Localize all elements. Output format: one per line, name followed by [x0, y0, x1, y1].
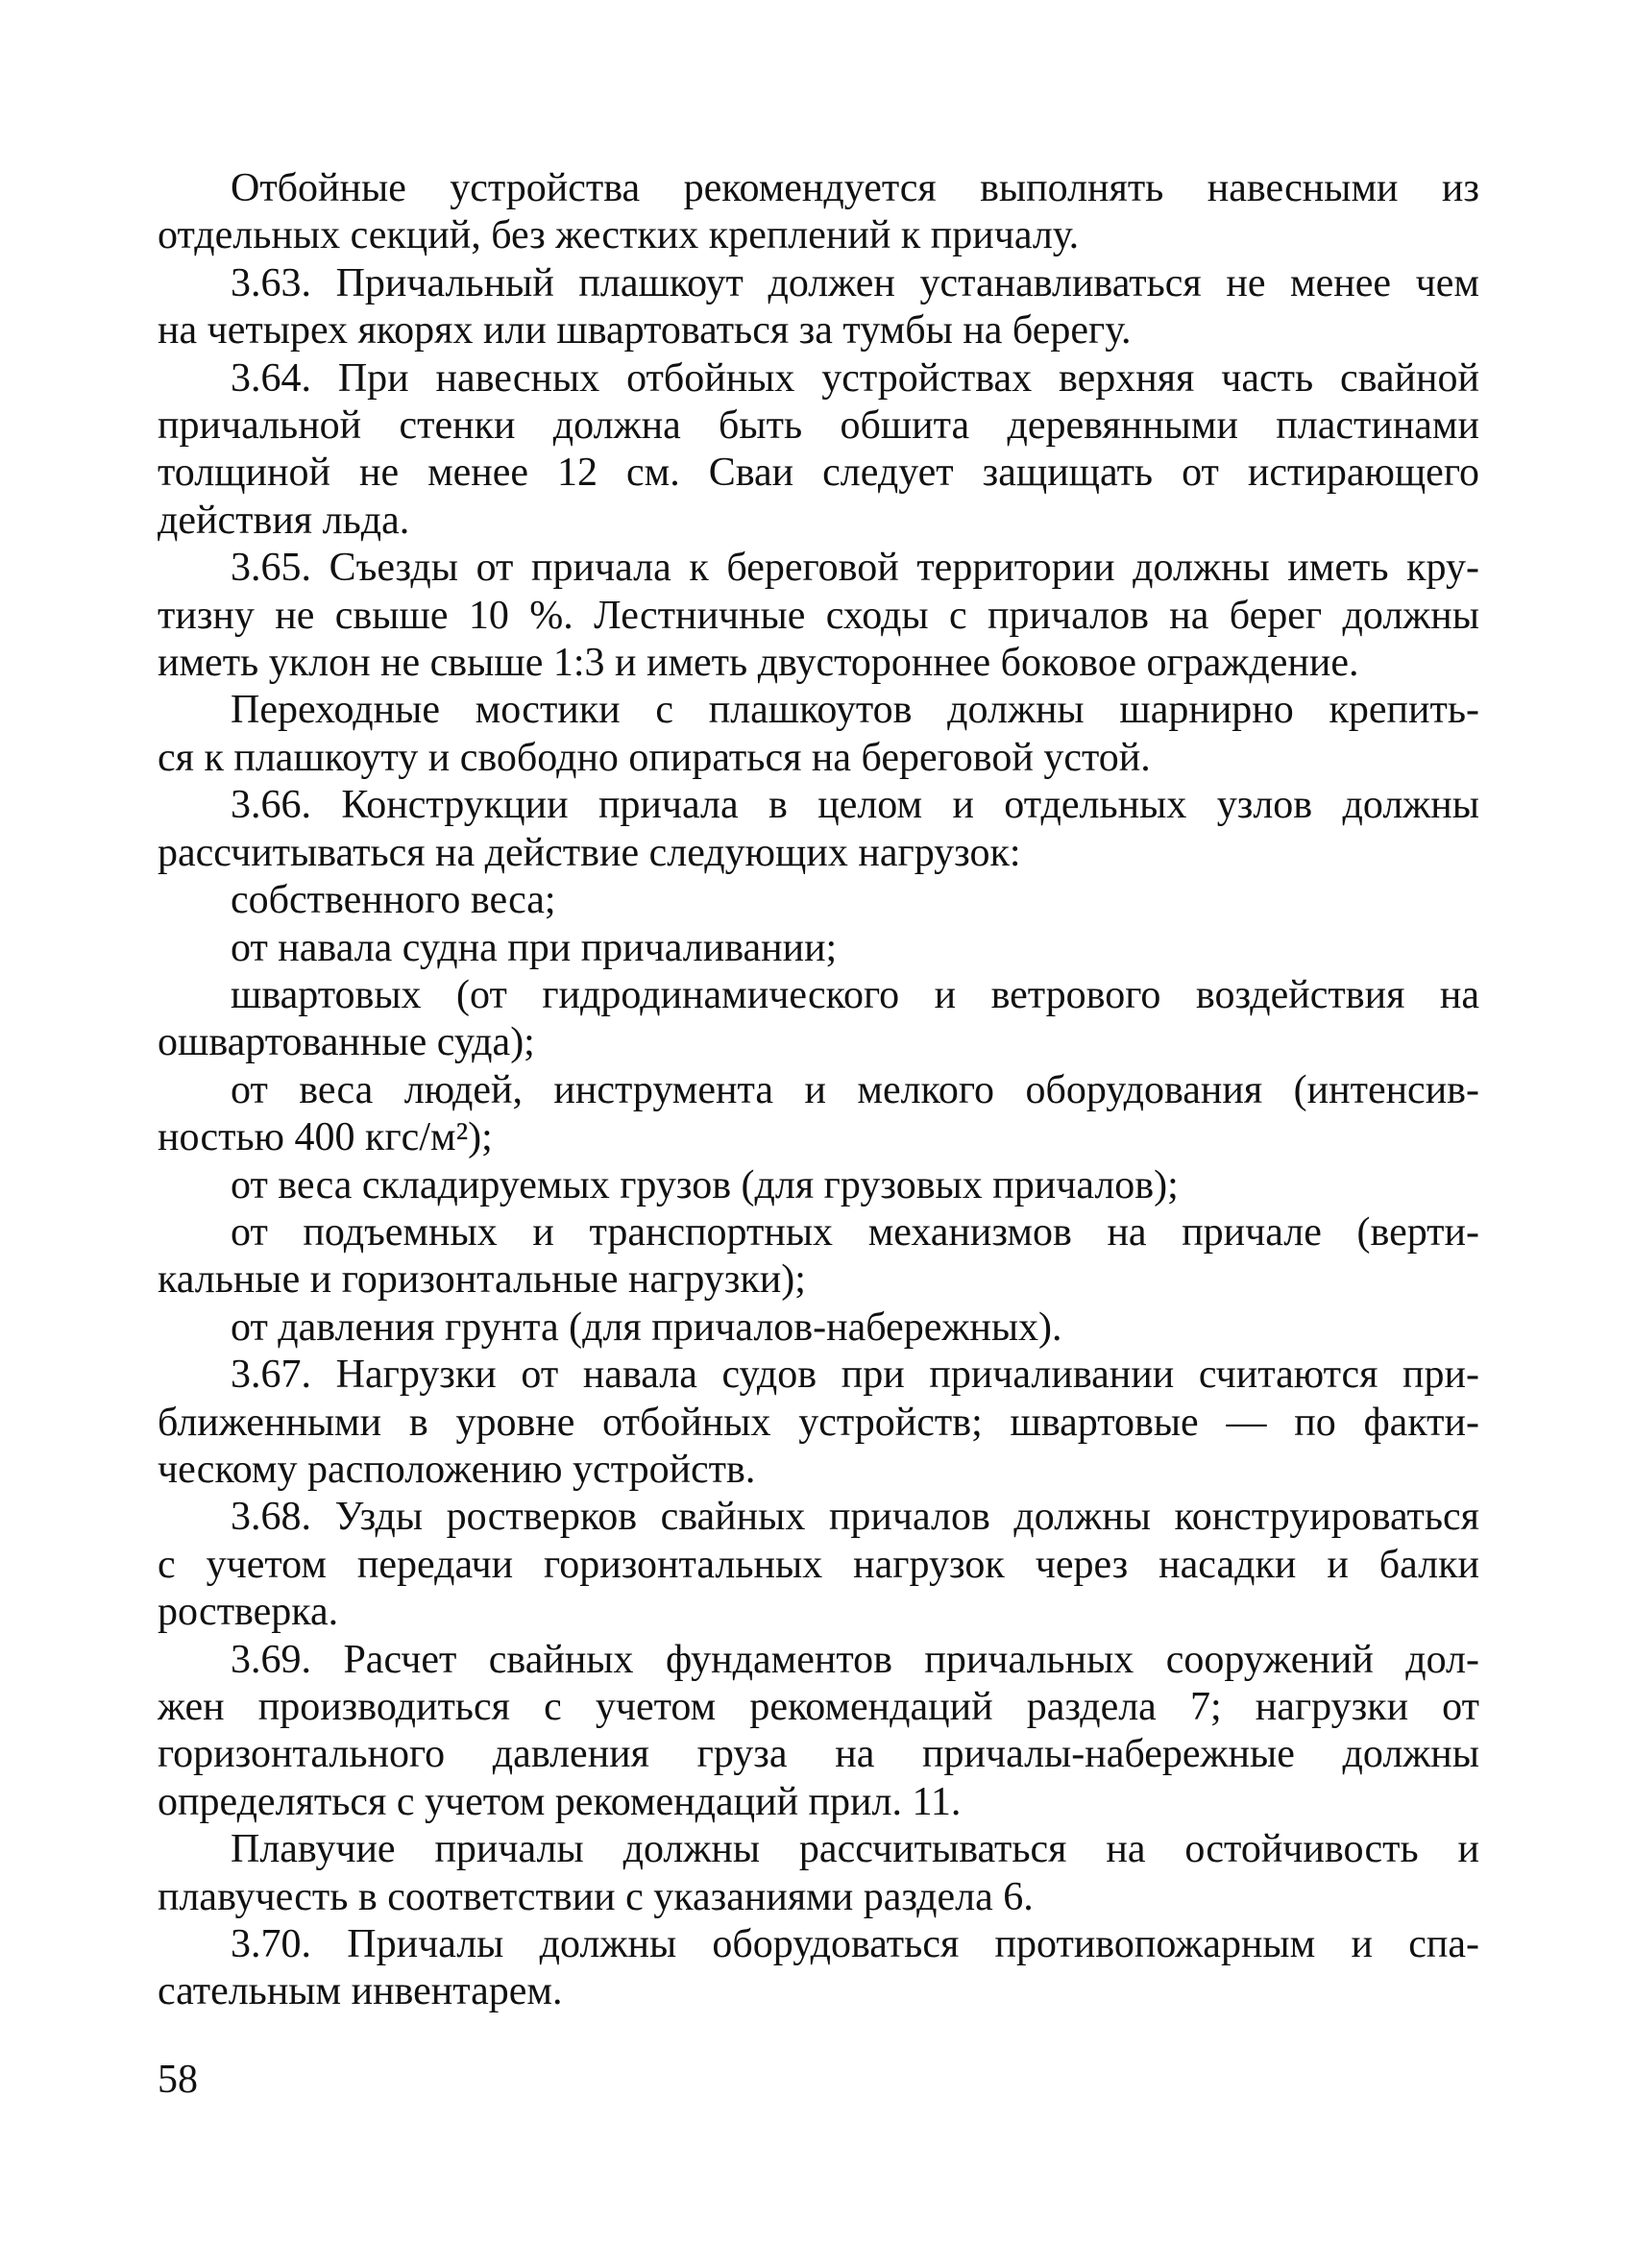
text-line: 3.70. Причалы должны оборудоваться противопожарным и спа- — [231, 1922, 1479, 1967]
text-line: с учетом передачи горизонтальных нагрузок через насадки и балки — [158, 1542, 1479, 1587]
text-line: сательным инвентарем. — [158, 1969, 563, 2014]
page-body — [158, 165, 1479, 2016]
text-line: ближенными в уровне отбойных устройств; швартовые — по факти- — [158, 1400, 1479, 1445]
list-item: швартовых (от гидродинамического и ветрового воздействия на — [231, 972, 1479, 1017]
text-line: жен производиться с учетом рекомендаций раздела 7; нагрузки от — [158, 1685, 1479, 1729]
list-item-continuation: ностью 400 кгс/м²); — [158, 1115, 493, 1160]
text-line: на четырех якорях или швартоваться за тумбы на берегу. — [158, 308, 1132, 354]
text-line: Отбойные устройства рекомендуется выполнять навесными из — [231, 166, 1479, 210]
list-item: собственного веса; — [231, 878, 556, 923]
text-line: причальной стенки должна быть обшита деревянными пластинами — [158, 403, 1479, 449]
text-line: ческому расположению устройств. — [158, 1447, 756, 1492]
text-line: Плавучие причалы должны рассчитываться на остойчивость и — [231, 1827, 1479, 1872]
list-item: от давления грунта (для причалов-набережных). — [231, 1305, 1062, 1350]
list-item-continuation: ошвартованные суда); — [158, 1020, 535, 1065]
list-item: от навала судна при причаливании; — [231, 925, 838, 970]
text-line: ростверка. — [158, 1590, 339, 1635]
text-line: 3.66. Конструкции причала в целом и отдельных узлов должны — [231, 783, 1479, 828]
list-item: от веса людей, инструмента и мелкого оборудования (интенсив- — [231, 1067, 1479, 1112]
page-number: 58 — [158, 2058, 198, 2102]
list-item: от веса складируемых грузов (для грузовых причалов); — [231, 1162, 1179, 1207]
text-line: 3.68. Узды ростверков свайных причалов должны конструироваться — [231, 1495, 1479, 1540]
text-line: Переходные мостики с плашкоутов должны шарнирно крепить- — [231, 688, 1479, 733]
text-line: 3.67. Нагрузки от навала судов при причаливании считаются при- — [231, 1353, 1479, 1398]
text-line: толщиной не менее 12 см. Сваи следует защищать от истирающего — [158, 451, 1479, 496]
text-line: 3.65. Съезды от причала к береговой территории должны иметь кру- — [231, 546, 1479, 591]
text-line: рассчитываться на действие следующих нагрузок: — [158, 830, 1021, 875]
text-line: действия льда. — [158, 498, 410, 543]
text-line: 3.63. Причальный плашкоут должен устанавливаться не менее чем — [231, 260, 1479, 305]
text-line: 3.64. При навесных отбойных устройствах верхняя часть свайной — [231, 355, 1479, 401]
text-line: определяться с учетом рекомендаций прил. 11. — [158, 1779, 962, 1824]
list-item: от подъемных и транспортных механизмов на причале (верти- — [231, 1209, 1479, 1255]
text-line: ся к плашкоуту и свободно опираться на береговой устой. — [158, 735, 1151, 780]
text-line: плавучесть в соответствии с указаниями раздела 6. — [158, 1874, 1034, 1919]
text-line: иметь уклон не свыше 1:3 и иметь двустороннее боковое ограждение. — [158, 641, 1359, 686]
list-item-continuation: кальные и горизонтальные нагрузки); — [158, 1257, 806, 1303]
text-line: 3.69. Расчет свайных фундаментов причальных сооружений дол- — [231, 1637, 1479, 1682]
text-line: отдельных секций, без жестких креплений к причалу. — [158, 213, 1080, 258]
text-line: тизну не свыше 10 %. Лестничные сходы с причалов на берег должны — [158, 593, 1479, 638]
text-line: горизонтального давления груза на причалы-набережные должны — [158, 1732, 1479, 1777]
